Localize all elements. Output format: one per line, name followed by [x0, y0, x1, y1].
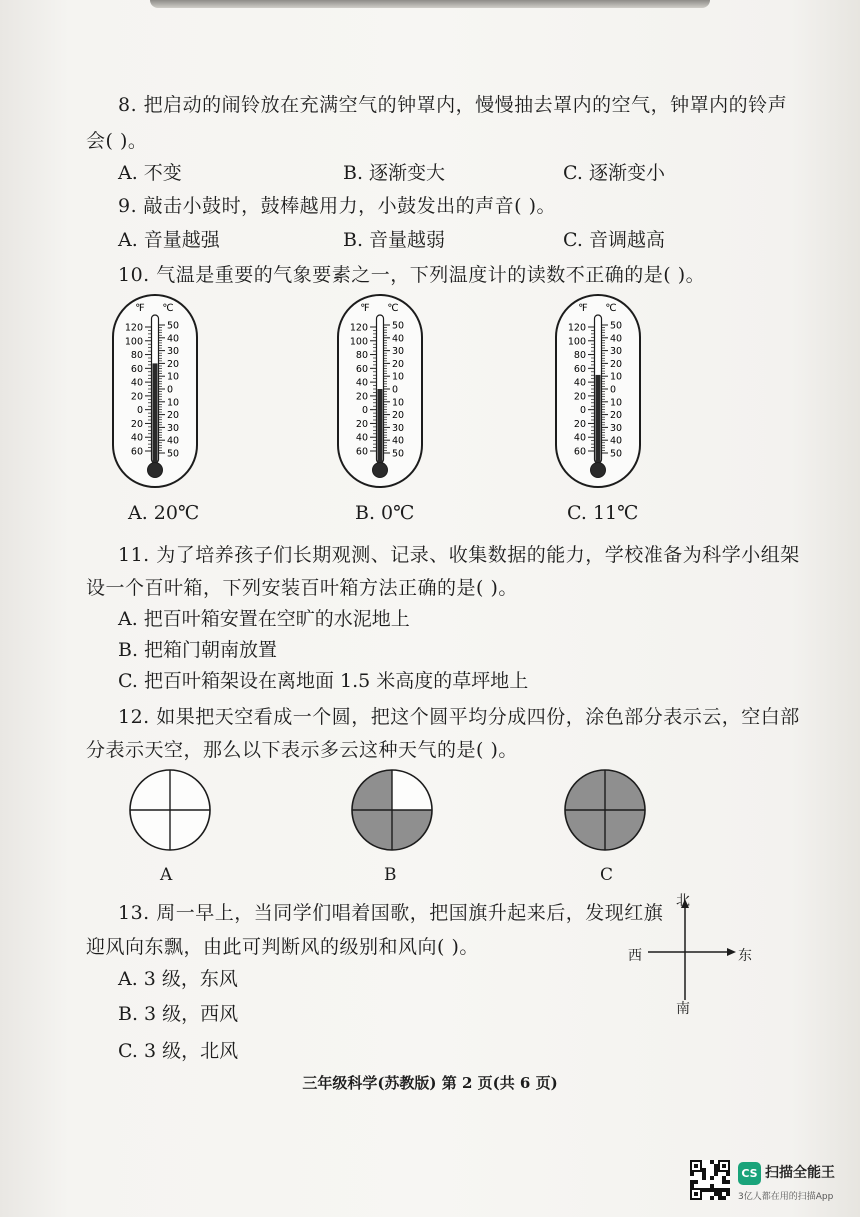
q11-option-c: C. 把百叶箱架设在离地面 1.5 米高度的草坪地上 [118, 670, 529, 692]
fahrenheit-tick-label: 120 [567, 322, 586, 334]
celsius-tick-label: 0 [392, 384, 399, 396]
fahrenheit-tick-label: 60 [130, 363, 143, 375]
celsius-tick-label: 40 [392, 435, 405, 447]
celsius-tick-label: 20 [610, 358, 623, 370]
celsius-tick-label: 30 [167, 346, 180, 358]
celsius-tick-label: 20 [610, 410, 623, 422]
compass-west: 西 [628, 948, 642, 964]
fahrenheit-tick-label: 0 [361, 405, 368, 417]
scanner-logo-icon: CS [738, 1162, 761, 1185]
fahrenheit-tick-label: 20 [355, 418, 368, 430]
unit-fahrenheit-label: ℉ [578, 303, 588, 314]
celsius-tick-label: 0 [610, 384, 617, 396]
q10-option-b: B. 0℃ [355, 502, 415, 524]
celsius-tick-label: 20 [167, 410, 180, 422]
fahrenheit-tick-label: 20 [573, 418, 586, 430]
fahrenheit-tick-label: 40 [573, 432, 586, 444]
fahrenheit-tick-label: 60 [573, 363, 586, 375]
fahrenheit-tick-label: 40 [355, 432, 368, 444]
celsius-tick-label: 10 [392, 371, 405, 383]
fahrenheit-tick-label: 0 [579, 405, 586, 417]
q8-option-c: C. 逐渐变小 [563, 162, 665, 184]
celsius-tick-label: 30 [167, 422, 180, 434]
celsius-tick-label: 40 [167, 435, 180, 447]
fahrenheit-tick-label: 120 [124, 322, 143, 334]
celsius-tick-label: 40 [610, 333, 623, 345]
q8-option-a: A. 不变 [118, 162, 182, 184]
q10-option-c: C. 11℃ [567, 502, 639, 524]
mercury-column [153, 363, 158, 467]
q9-option-a: A. 音量越强 [118, 229, 220, 251]
fahrenheit-tick-label: 40 [130, 432, 143, 444]
celsius-tick-label: 50 [167, 320, 180, 332]
sky-circle [352, 770, 432, 850]
celsius-tick-label: 0 [167, 384, 174, 396]
fahrenheit-tick-label: 20 [355, 391, 368, 403]
q9-option-c: C. 音调越高 [563, 229, 665, 251]
unit-celsius-label: ℃ [387, 303, 399, 314]
fahrenheit-tick-label: 60 [355, 446, 368, 458]
compass-south: 南 [676, 1001, 690, 1017]
celsius-tick-label: 30 [610, 346, 623, 358]
q12-stem-line1: 12. 如果把天空看成一个圆，把这个圆平均分成四份，涂色部分表示云，空白部 [118, 706, 800, 728]
q12-stem-line2: 分表示天空，那么以下表示多云这种天气的是( )。 [86, 739, 518, 761]
fahrenheit-tick-label: 20 [573, 391, 586, 403]
celsius-tick-label: 30 [392, 346, 405, 358]
fahrenheit-tick-label: 40 [130, 377, 143, 389]
celsius-tick-label: 10 [610, 371, 623, 383]
sky-circle [565, 770, 645, 850]
celsius-tick-label: 40 [167, 333, 180, 345]
thermometer-row [0, 290, 860, 490]
q11-stem-line2: 设一个百叶箱，下列安装百叶箱方法正确的是( )。 [86, 577, 518, 599]
qr-code-icon [690, 1160, 730, 1200]
celsius-tick-label: 50 [167, 448, 180, 460]
celsius-tick-label: 40 [610, 435, 623, 447]
celsius-tick-label: 10 [167, 371, 180, 383]
thermometer [113, 295, 197, 487]
fahrenheit-tick-label: 0 [136, 405, 143, 417]
q11-option-a: A. 把百叶箱安置在空旷的水泥地上 [118, 608, 410, 630]
fahrenheit-tick-label: 80 [573, 350, 586, 362]
q12-label-b: B [384, 865, 397, 885]
celsius-tick-label: 30 [610, 422, 623, 434]
q11-stem-line1: 11. 为了培养孩子们长期观测、记录、收集数据的能力，学校准备为科学小组架 [118, 544, 800, 566]
q12-label-a: A [160, 865, 173, 885]
q13-option-b: B. 3 级，西风 [118, 1003, 239, 1025]
q10-stem: 10. 气温是重要的气象要素之一，下列温度计的读数不正确的是( )。 [118, 264, 706, 286]
celsius-tick-label: 10 [610, 397, 623, 409]
fahrenheit-tick-label: 20 [130, 391, 143, 403]
q8-option-b: B. 逐渐变大 [343, 162, 446, 184]
celsius-tick-label: 10 [392, 397, 405, 409]
celsius-tick-label: 40 [392, 333, 405, 345]
fahrenheit-tick-label: 60 [130, 446, 143, 458]
q8-stem-line1: 8. 把启动的闹铃放在充满空气的钟罩内，慢慢抽去罩内的空气，钟罩内的铃声 [118, 94, 788, 116]
page-footer: 三年级科学(苏教版) 第 2 页(共 6 页) [302, 1074, 558, 1092]
thermometer-bulb [148, 463, 163, 478]
celsius-tick-label: 50 [610, 320, 623, 332]
compass-east: 东 [738, 948, 752, 964]
fahrenheit-tick-label: 100 [567, 336, 586, 348]
q13-stem-line2: 迎风向东飘，由此可判断风的级别和风向( )。 [86, 936, 479, 958]
sky-circle [130, 770, 210, 850]
q11-option-b: B. 把箱门朝南放置 [118, 639, 278, 661]
thermometer-bulb [591, 463, 606, 478]
thermometer-bulb [373, 463, 388, 478]
fahrenheit-tick-label: 100 [124, 336, 143, 348]
q9-option-b: B. 音量越弱 [343, 229, 446, 251]
q13-stem-line1: 13. 周一早上，当同学们唱着国歌，把国旗升起来后，发现红旗 [118, 902, 664, 924]
q13-option-c: C. 3 级，北风 [118, 1040, 239, 1062]
q12-label-c: C [600, 865, 614, 885]
thermometer [338, 295, 422, 487]
celsius-tick-label: 20 [392, 358, 405, 370]
q8-stem-line2: 会( )。 [86, 130, 148, 152]
fahrenheit-tick-label: 40 [355, 377, 368, 389]
fahrenheit-tick-label: 60 [573, 446, 586, 458]
q13-option-a: A. 3 级，东风 [118, 968, 238, 990]
fahrenheit-tick-label: 120 [349, 322, 368, 334]
scanner-app-name: 扫描全能王 [765, 1165, 835, 1181]
unit-celsius-label: ℃ [605, 303, 617, 314]
celsius-tick-label: 20 [392, 410, 405, 422]
fahrenheit-tick-label: 80 [355, 350, 368, 362]
fahrenheit-tick-label: 80 [130, 350, 143, 362]
celsius-tick-label: 10 [167, 397, 180, 409]
unit-fahrenheit-label: ℉ [135, 303, 145, 314]
compass-north: 北 [676, 893, 690, 909]
fahrenheit-tick-label: 100 [349, 336, 368, 348]
sky-circles-row [0, 765, 860, 855]
q9-stem: 9. 敲击小鼓时，鼓棒越用力，小鼓发出的声音( )。 [118, 195, 557, 217]
mercury-column [596, 375, 601, 467]
celsius-tick-label: 50 [392, 320, 405, 332]
scanner-slogan: 3亿人都在用的扫描App [738, 1192, 834, 1202]
fahrenheit-tick-label: 20 [130, 418, 143, 430]
unit-fahrenheit-label: ℉ [360, 303, 370, 314]
celsius-tick-label: 20 [167, 358, 180, 370]
mercury-column [378, 389, 383, 467]
fahrenheit-tick-label: 60 [355, 363, 368, 375]
scan-shadow-edge [150, 0, 710, 8]
q10-option-a: A. 20℃ [128, 502, 200, 524]
celsius-tick-label: 50 [610, 448, 623, 460]
celsius-tick-label: 30 [392, 422, 405, 434]
unit-celsius-label: ℃ [162, 303, 174, 314]
fahrenheit-tick-label: 40 [573, 377, 586, 389]
celsius-tick-label: 50 [392, 448, 405, 460]
thermometer [556, 295, 640, 487]
